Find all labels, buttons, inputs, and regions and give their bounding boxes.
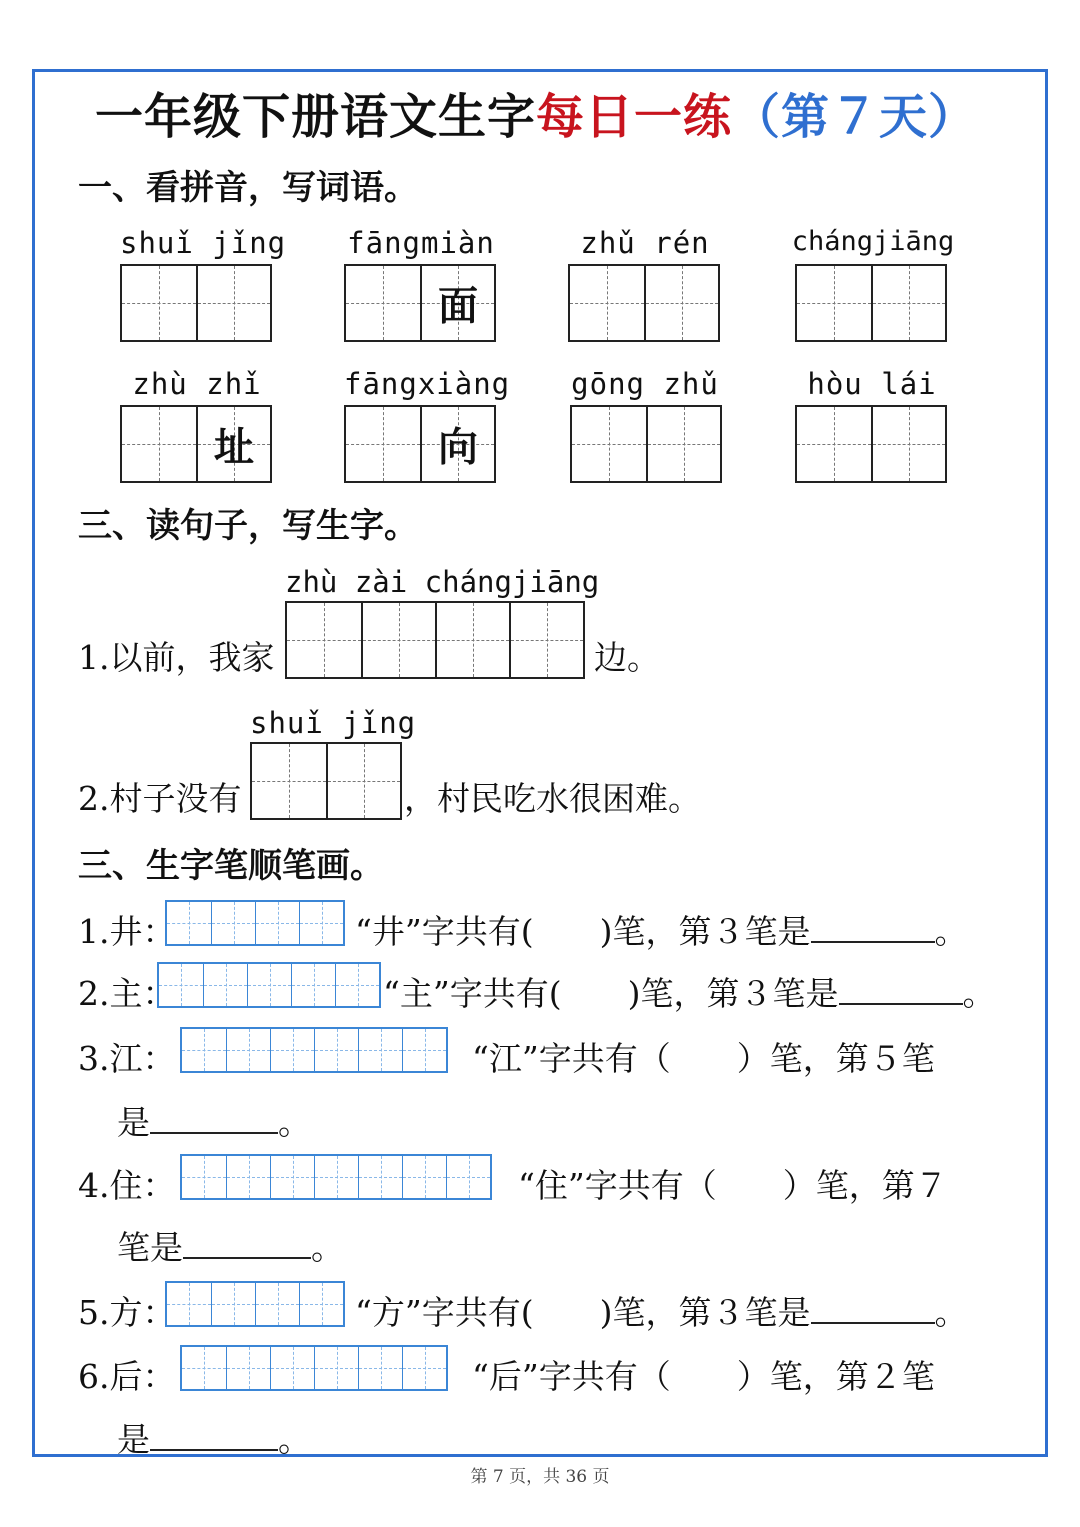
write-box-7[interactable] bbox=[570, 405, 722, 483]
tian-cell[interactable] bbox=[871, 266, 945, 340]
answer-blank[interactable] bbox=[839, 973, 963, 1005]
stroke-item-cont: 是 。 bbox=[117, 1420, 311, 1459]
tian-cell[interactable] bbox=[122, 266, 196, 340]
section1-heading: 一、看拼音，写词语。 bbox=[78, 168, 418, 208]
pinyin-4: chángjiāng bbox=[791, 226, 955, 257]
stroke-cell[interactable] bbox=[291, 964, 335, 1006]
stroke-cell[interactable] bbox=[247, 964, 291, 1006]
tian-cell[interactable] bbox=[644, 266, 718, 340]
sentence2-prefix: 2.村子没有 bbox=[78, 779, 242, 818]
tian-cell[interactable] bbox=[871, 407, 945, 481]
sentence1-prefix: 1.以前，我家 bbox=[78, 638, 275, 677]
title-part1: 一年级下册语文生字 bbox=[95, 89, 537, 145]
stroke-item-label: 2.主： bbox=[78, 974, 176, 1013]
stroke-cell[interactable] bbox=[358, 1347, 402, 1389]
stroke-cell[interactable] bbox=[446, 1156, 490, 1198]
answer-blank[interactable] bbox=[811, 1292, 935, 1324]
stroke-cell[interactable] bbox=[182, 1029, 226, 1071]
tian-cell[interactable] bbox=[196, 266, 270, 340]
stroke-item-text: “江”字共有（ ）笔，第５笔 bbox=[472, 1039, 935, 1078]
pinyin-2: fāngmiàn bbox=[347, 226, 495, 260]
stroke-cell[interactable] bbox=[270, 1029, 314, 1071]
tian-cell[interactable] bbox=[326, 744, 400, 818]
sentence1-suffix: 边。 bbox=[594, 638, 660, 677]
tian-cell[interactable]: 面 bbox=[420, 266, 494, 340]
stroke-cell[interactable] bbox=[314, 1029, 358, 1071]
stroke-item-text: “方”字共有( )笔，第３笔是 。 bbox=[355, 1293, 968, 1332]
page-title bbox=[95, 78, 977, 147]
stroke-item-cont: 是 。 bbox=[117, 1103, 311, 1142]
stroke-cell[interactable] bbox=[159, 964, 203, 1006]
answer-blank[interactable] bbox=[811, 911, 935, 943]
stroke-cell[interactable] bbox=[226, 1347, 270, 1389]
stroke-cell[interactable] bbox=[255, 902, 299, 944]
stroke-item-text: “井”字共有( )笔，第３笔是 。 bbox=[355, 912, 968, 951]
write-box-5[interactable] bbox=[120, 405, 272, 483]
pinyin-6: fāngxiàng bbox=[344, 367, 511, 401]
tian-cell[interactable] bbox=[361, 603, 435, 677]
stroke-cell[interactable] bbox=[211, 1283, 255, 1325]
stroke-item-label: 4.住： bbox=[78, 1166, 176, 1205]
section3-heading: 三、生字笔顺笔画。 bbox=[78, 846, 384, 886]
write-box-3[interactable] bbox=[568, 264, 720, 342]
tian-cell[interactable] bbox=[572, 407, 646, 481]
stroke-cell[interactable] bbox=[182, 1347, 226, 1389]
write-box-2[interactable] bbox=[344, 264, 496, 342]
stroke-cell[interactable] bbox=[182, 1156, 226, 1198]
answer-blank[interactable] bbox=[150, 1102, 278, 1134]
stroke-item-text: “住”字共有（ ）笔，第７ bbox=[518, 1166, 948, 1205]
write-box-6[interactable] bbox=[344, 405, 496, 483]
stroke-cell[interactable] bbox=[314, 1347, 358, 1389]
write-box-1[interactable] bbox=[120, 264, 272, 342]
sentence2-write-box[interactable] bbox=[250, 742, 402, 820]
tian-cell[interactable] bbox=[570, 266, 644, 340]
stroke-order-grid[interactable] bbox=[180, 1027, 448, 1073]
write-box-8[interactable] bbox=[795, 405, 947, 483]
answer-blank[interactable] bbox=[150, 1419, 278, 1451]
tian-cell[interactable] bbox=[509, 603, 583, 677]
stroke-cell[interactable] bbox=[299, 1283, 343, 1325]
stroke-cell[interactable] bbox=[358, 1156, 402, 1198]
stroke-cell[interactable] bbox=[270, 1156, 314, 1198]
stroke-item-label: 1.井： bbox=[78, 912, 176, 951]
stroke-item-cont: 笔是 。 bbox=[117, 1228, 344, 1267]
tian-cell[interactable] bbox=[797, 407, 871, 481]
tian-cell[interactable] bbox=[252, 744, 326, 818]
tian-cell[interactable] bbox=[797, 266, 871, 340]
stroke-order-grid[interactable] bbox=[180, 1345, 448, 1391]
stroke-item-text: “主”字共有( )笔，第３笔是 。 bbox=[383, 974, 996, 1013]
pinyin-8: hòu lái bbox=[807, 367, 937, 401]
stroke-order-grid[interactable] bbox=[157, 962, 381, 1008]
stroke-item-label: 3.江： bbox=[78, 1039, 176, 1078]
pinyin-7: gōng zhǔ bbox=[571, 367, 719, 401]
stroke-cell[interactable] bbox=[402, 1347, 446, 1389]
stroke-cell[interactable] bbox=[358, 1029, 402, 1071]
title-part3: （第７天） bbox=[732, 89, 978, 145]
sentence1-pinyin: zhù zài chángjiāng bbox=[285, 565, 600, 599]
tian-cell[interactable] bbox=[122, 407, 196, 481]
sentence2-suffix: ，村民吃水很困难。 bbox=[404, 779, 701, 818]
sentence1-write-box[interactable] bbox=[285, 601, 585, 679]
stroke-item-label: 6.后： bbox=[78, 1357, 176, 1396]
stroke-cell[interactable] bbox=[402, 1029, 446, 1071]
stroke-cell[interactable] bbox=[255, 1283, 299, 1325]
tian-cell[interactable] bbox=[346, 407, 420, 481]
stroke-cell[interactable] bbox=[167, 902, 211, 944]
tian-cell[interactable]: 址 bbox=[196, 407, 270, 481]
stroke-cell[interactable] bbox=[167, 1283, 211, 1325]
title-part2: 每日一练 bbox=[536, 89, 733, 145]
page-footer: 第 7 页，共 36 页 bbox=[470, 1467, 610, 1487]
answer-blank[interactable] bbox=[183, 1227, 311, 1259]
tian-cell[interactable] bbox=[435, 603, 509, 677]
tian-cell[interactable]: 向 bbox=[420, 407, 494, 481]
stroke-cell[interactable] bbox=[203, 964, 247, 1006]
pinyin-1: shuǐ jǐng bbox=[120, 226, 287, 260]
sentence2-pinyin: shuǐ jǐng bbox=[250, 706, 417, 740]
stroke-cell[interactable] bbox=[402, 1156, 446, 1198]
pinyin-5: zhù zhǐ bbox=[132, 367, 262, 401]
stroke-order-grid[interactable] bbox=[165, 1281, 345, 1327]
section2-heading: 三、读句子，写生字。 bbox=[78, 506, 418, 546]
stroke-item-label: 5.方： bbox=[78, 1293, 176, 1332]
stroke-order-grid[interactable] bbox=[165, 900, 345, 946]
tian-cell[interactable] bbox=[646, 407, 720, 481]
stroke-item-text: “后”字共有（ ）笔，第２笔 bbox=[472, 1357, 935, 1396]
stroke-order-grid[interactable] bbox=[180, 1154, 492, 1200]
tian-cell[interactable] bbox=[346, 266, 420, 340]
stroke-cell[interactable] bbox=[211, 902, 255, 944]
write-box-4[interactable] bbox=[795, 264, 947, 342]
stroke-cell[interactable] bbox=[299, 902, 343, 944]
stroke-cell[interactable] bbox=[226, 1029, 270, 1071]
stroke-cell[interactable] bbox=[270, 1347, 314, 1389]
stroke-cell[interactable] bbox=[314, 1156, 358, 1198]
stroke-cell[interactable] bbox=[226, 1156, 270, 1198]
tian-cell[interactable] bbox=[287, 603, 361, 677]
pinyin-3: zhǔ rén bbox=[580, 226, 710, 260]
stroke-cell[interactable] bbox=[335, 964, 379, 1006]
